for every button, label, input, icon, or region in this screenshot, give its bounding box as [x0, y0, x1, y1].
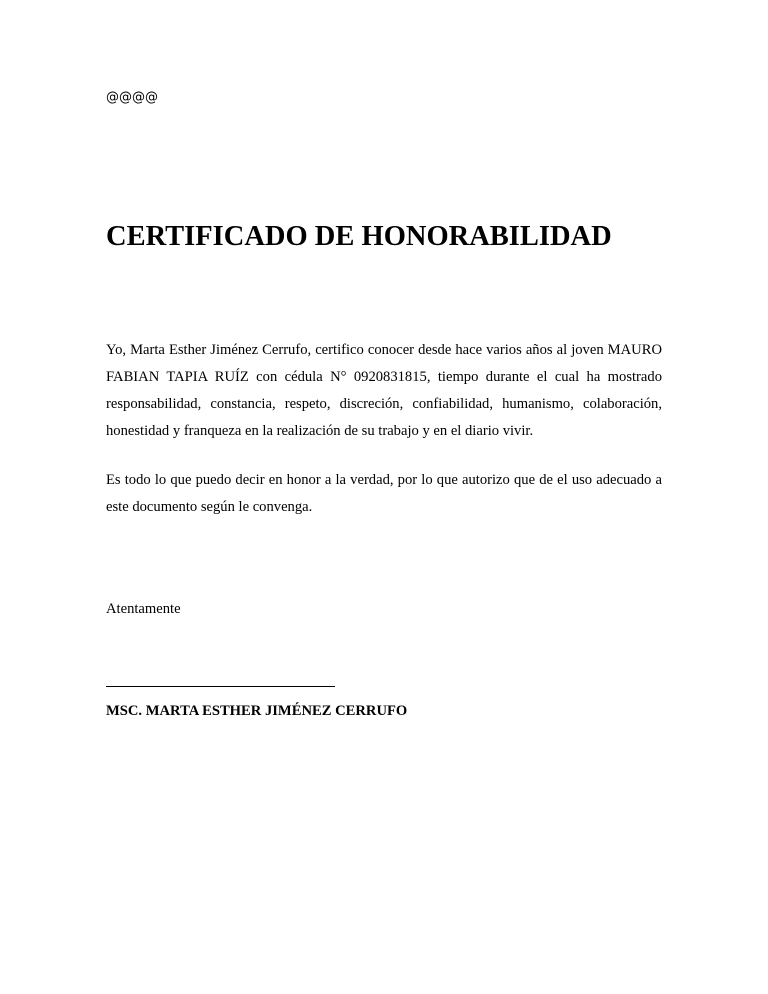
signature-line — [106, 686, 335, 687]
header-mark: @@@@ — [106, 90, 158, 105]
certification-paragraph: Yo, Marta Esther Jiménez Cerrufo, certifico conocer desde hace varios años al joven MAURO FABIAN TAPIA RUÍZ con cédula N° 0920831815, tiempo durante el cual ha mostrado responsabilidad, constancia, respeto, discreción, confiabilidad, humanismo, colaboración, honestidad y franqueza en la realización de su trabajo y en el diario vivir. — [106, 342, 662, 439]
authorization-paragraph: Es todo lo que puedo decir en honor a la verdad, por lo que autorizo que de el uso adecuado a este documento según le convenga. — [106, 472, 662, 515]
document-title: CERTIFICADO DE HONORABILIDAD — [106, 221, 612, 252]
closing-text: Atentamente — [106, 601, 181, 617]
signer-name: MSC. MARTA ESTHER JIMÉNEZ CERRUFO — [106, 703, 408, 719]
